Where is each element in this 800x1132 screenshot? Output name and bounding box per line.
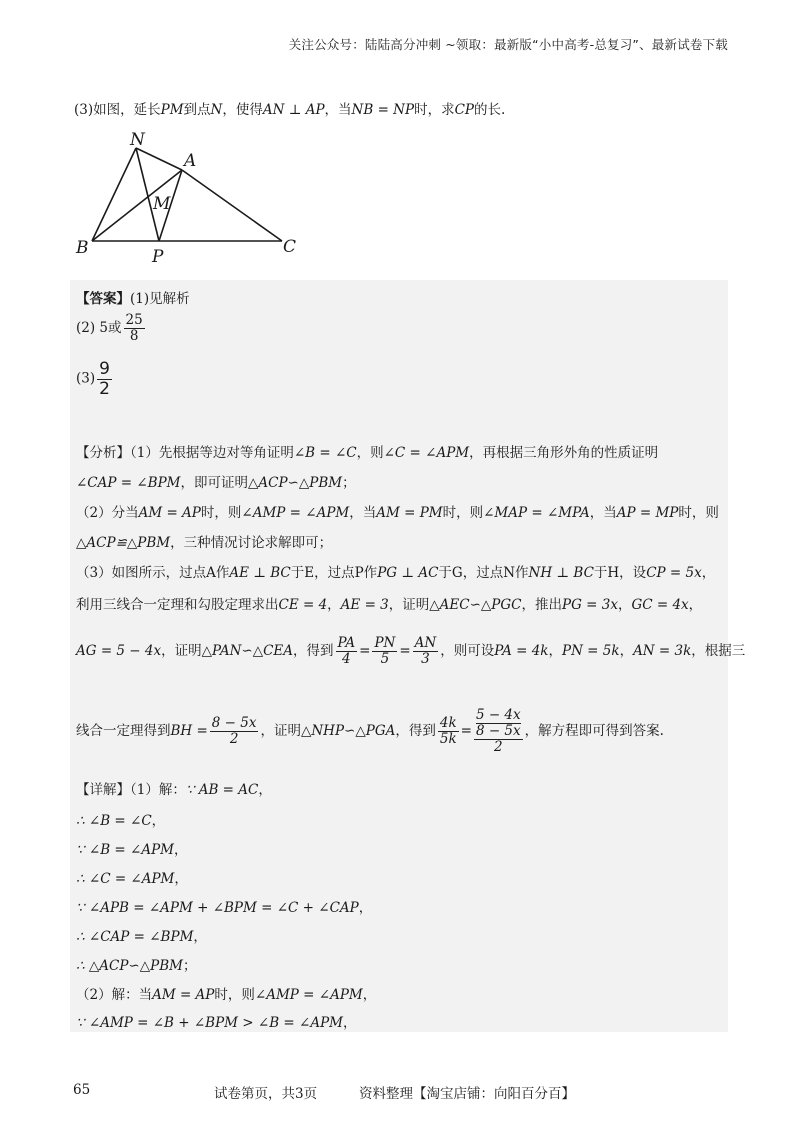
fraction-numerator: 4k — [439, 714, 457, 731]
answer-3-prefix: (3) — [76, 370, 96, 387]
segment-NA — [136, 148, 182, 170]
text: ，再根据三角形外角的性质证明 — [469, 445, 659, 461]
fraction-numerator: 9 — [99, 359, 110, 379]
text: ，当 — [349, 505, 377, 521]
text: 【详解】（1）解： — [76, 782, 186, 798]
text: ，当 — [589, 505, 617, 521]
fraction-numerator: 8 − 5x — [211, 714, 257, 731]
analysis-line-2 — [76, 471, 356, 491]
text: 于H，设 — [593, 565, 647, 581]
inner-numerator: 5 − 4x — [475, 707, 521, 723]
question-3 — [74, 98, 505, 118]
answer-2-fraction — [124, 313, 145, 344]
text: 利用三线合一定理和勾股定理求出 — [76, 597, 279, 613]
math: ∠AMP = ∠APM — [241, 505, 350, 521]
q3-math: PM — [160, 102, 184, 118]
q3-text: ，使得 — [222, 102, 263, 118]
fraction — [336, 636, 358, 667]
text: ， — [151, 813, 166, 829]
math: NH ⊥ BC — [528, 565, 594, 581]
text: ，则 — [356, 445, 384, 461]
text: ，证明 — [260, 722, 301, 739]
q3-text: 到点 — [183, 102, 211, 118]
math: △ACP∽△PBM — [248, 475, 343, 491]
math: ∵ AB = AC — [185, 782, 259, 798]
fraction-numerator: AN — [414, 635, 437, 651]
math: ∵ ∠B = ∠APM — [76, 842, 174, 858]
label-N: N — [130, 130, 145, 150]
text: ， — [174, 871, 188, 887]
text: ，解方程即可得到答案. — [524, 722, 664, 739]
math: ∠MAP = ∠MPA — [483, 505, 590, 521]
answer-line-1 — [76, 287, 190, 307]
analysis-line-4 — [76, 531, 332, 551]
text: ， — [358, 900, 373, 916]
math: ∠AMP = ∠APM — [254, 987, 363, 1003]
math: AE ⊥ BC — [229, 565, 291, 581]
text: ，三种情况讨论求解即可； — [170, 535, 333, 551]
math: △AEC∽△PGC — [429, 597, 522, 613]
math: ∵ ∠APB = ∠APM + ∠BPM = ∠C + ∠CAP — [76, 900, 359, 916]
fraction — [413, 636, 439, 667]
fraction-denominator: 3 — [421, 650, 430, 667]
analysis-line-5 — [76, 561, 715, 581]
detail-line-6 — [76, 925, 207, 945]
fraction-numerator: PA — [337, 635, 356, 651]
page-info: 试卷第页，共3页 — [214, 1086, 318, 1102]
math: ∠C = ∠APM — [383, 445, 470, 461]
text: ； — [182, 958, 197, 974]
math: ∴ ∠C = ∠APM — [76, 871, 175, 887]
math: CP = 5x — [646, 565, 702, 581]
text: ， — [619, 642, 634, 659]
compound-fraction — [474, 708, 523, 755]
math: ∴ ∠CAP = ∠BPM — [76, 929, 194, 945]
fraction-denominator: 2 — [229, 730, 239, 747]
detail-line-8 — [76, 983, 376, 1003]
answer-line-3 — [76, 360, 114, 398]
text: （3）如图所示，过点A作 — [76, 565, 230, 581]
page-header: 关注公众号：陆陆高分冲刺 ~领取：最新版“小中高考-总复习”、最新试卷下载 — [288, 37, 728, 52]
fraction-denominator: 2 — [99, 378, 110, 399]
fraction-denominator: 5k — [439, 730, 457, 747]
source-note: 资料整理【淘宝店铺：向阳百分百】 — [359, 1086, 575, 1102]
fraction-denominator: 8 — [129, 327, 139, 344]
fraction-numerator: 25 — [125, 312, 143, 328]
text: 线合一定理得到 — [76, 722, 171, 739]
text: ，推出 — [521, 597, 562, 613]
analysis-line-1 — [76, 441, 658, 461]
text: ，证明 — [388, 597, 430, 613]
text: ，则可设 — [440, 642, 495, 659]
fraction-denominator: 4 — [342, 650, 351, 667]
answer-tag: 【答案】 — [76, 291, 130, 307]
page-footer — [0, 1082, 800, 1102]
detail-line-9 — [76, 1011, 357, 1031]
math: PG ⊥ AC — [377, 565, 439, 581]
math: AM = PM — [376, 505, 443, 521]
text: ， — [258, 782, 272, 798]
q3-math: AN ⊥ AP — [262, 102, 325, 118]
text: ， — [701, 565, 716, 581]
fraction — [372, 636, 397, 667]
math: AG = 5 − 4x — [76, 642, 162, 659]
text: ，根据三 — [691, 642, 746, 659]
detail-line-4 — [76, 867, 188, 887]
q3-math: N — [210, 102, 223, 118]
fraction — [210, 716, 259, 747]
fraction-denominator: 5 — [380, 650, 390, 667]
detail-line-7 — [76, 954, 196, 974]
text: ，即可证明 — [180, 475, 249, 491]
math: ∵ ∠AMP = ∠B + ∠BPM > ∠B = ∠APM — [76, 1015, 343, 1031]
label-M: M — [153, 194, 171, 214]
text: ，证明 — [161, 642, 202, 659]
inner-denominator: 8 − 5x — [475, 722, 521, 739]
q3-text: (3)如图，延长 — [74, 102, 161, 118]
label-P: P — [152, 247, 164, 267]
q3-text: ，当 — [324, 102, 352, 118]
analysis-line-3 — [76, 501, 719, 521]
math: PG = 3x — [561, 597, 618, 613]
text: ； — [342, 475, 356, 491]
label-B: B — [76, 238, 89, 258]
text: ， — [688, 597, 703, 613]
math: AP = MP — [616, 505, 679, 521]
math: PA = 4k — [494, 642, 549, 659]
text: ， — [548, 642, 562, 659]
text: 于E，过点P作 — [290, 565, 378, 581]
fraction — [438, 716, 459, 747]
answer-2-or: 或 — [108, 319, 122, 336]
detail-line-1 — [76, 778, 272, 798]
q3-math: CP — [454, 102, 474, 118]
label-C: C — [283, 237, 297, 257]
text: （2）解：当 — [76, 987, 153, 1003]
label-A: A — [184, 151, 197, 171]
answer-line-2 — [76, 313, 147, 344]
answer-3-fraction — [97, 360, 112, 398]
detail-line-5 — [76, 896, 372, 916]
text: ， — [193, 929, 207, 945]
text: 于G，过点N作 — [438, 565, 529, 581]
math: ∠CAP = ∠BPM — [76, 475, 181, 491]
text: 时，则 — [678, 505, 719, 521]
math: GC = 4x — [631, 597, 689, 613]
segment-AC — [182, 170, 282, 241]
fraction-numerator: PN — [374, 635, 396, 651]
answer-1: (1)见解析 — [130, 291, 190, 307]
math: PN = 5k — [562, 642, 620, 659]
text: ，得到 — [395, 722, 436, 739]
text: （2）分当 — [76, 505, 139, 521]
text: 时，则 — [214, 987, 255, 1003]
answer-2-prefix: (2) — [76, 319, 96, 336]
math: △NHP∽△PGA — [300, 722, 396, 739]
analysis-line-6 — [76, 593, 702, 613]
answer-2-value: 5 — [99, 319, 109, 336]
text: ， — [327, 597, 341, 613]
math: AN = 3k — [633, 642, 692, 659]
text: ， — [173, 842, 188, 858]
analysis-line-8: 线合一定理得到BH = $\frac{8 - 5x}{2}$ ，证明△NHP∽△PGA，得到 $\frac{4k}{5k}$ = 5 − 4x 8 − 5x 2 ，解方程即可得到答案. — [76, 707, 664, 755]
fraction-denominator: 2 — [494, 738, 503, 755]
text: 时，则 — [442, 505, 484, 521]
math: AM = AP — [152, 987, 215, 1003]
math: △ACP≌△PBM — [76, 535, 171, 551]
q3-text: 时，求 — [414, 102, 455, 118]
text: 时，则 — [200, 505, 242, 521]
geometry-figure — [74, 128, 314, 268]
detail-line-2 — [76, 809, 165, 829]
text: ， — [362, 987, 377, 1003]
text: ， — [343, 1015, 357, 1031]
math: CE = 4 — [278, 597, 328, 613]
math: AE = 3 — [340, 597, 389, 613]
text: 【分析】（1）先根据等边对等角证明 — [76, 445, 294, 461]
math: ∴ △ACP∽△PBM — [76, 958, 183, 974]
q3-text: 的长. — [474, 102, 506, 118]
page-number: 65 — [73, 1082, 91, 1098]
math: AM = AP — [138, 505, 201, 521]
text: ，得到 — [293, 642, 334, 659]
math: △PAN∽△CEA — [201, 642, 294, 659]
q3-math: NB = NP — [351, 102, 415, 118]
math: ∠B = ∠C — [293, 445, 357, 461]
analysis-line-7: AG = 5 − 4x，证明△PAN∽△CEA，得到 $\frac{PA}{4}$ = $\frac{PN}{5}$ = $\frac{AN}{3}$ ，则可设PA = 4k，PN = 5k，AN = 3k，根据三 — [76, 635, 746, 667]
text: ， — [617, 597, 632, 613]
math: BH = — [170, 722, 208, 739]
detail-line-3 — [76, 838, 187, 858]
segment-NB — [92, 148, 136, 241]
math: ∴ ∠B = ∠C — [76, 813, 152, 829]
fraction-numerator — [474, 708, 523, 740]
